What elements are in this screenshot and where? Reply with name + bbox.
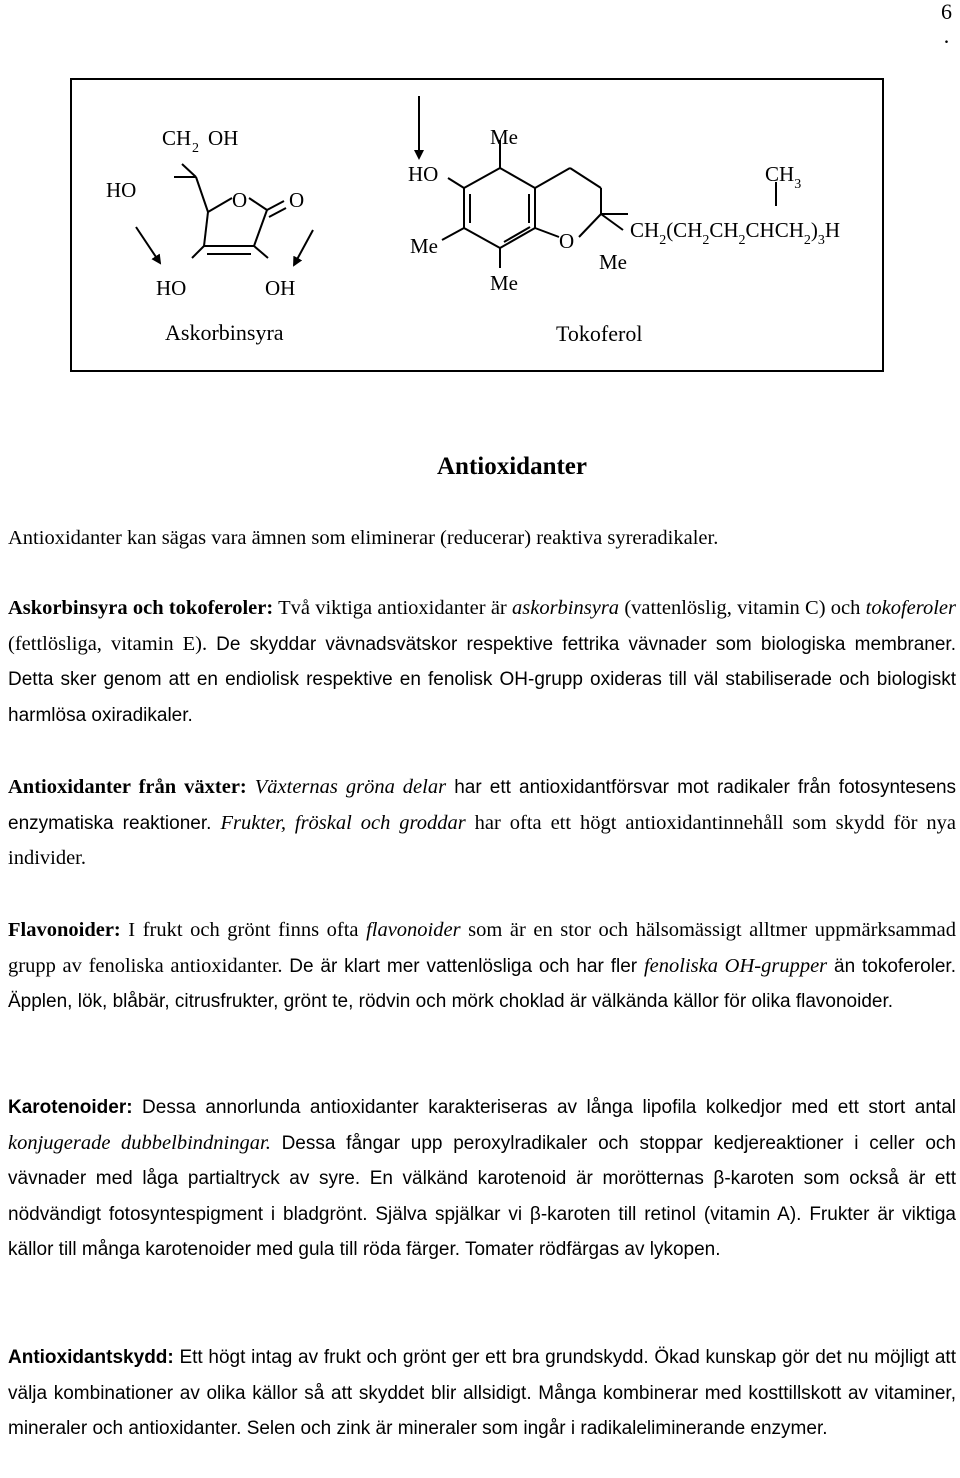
paragraph-ascorbic-italic1: askorbinsyra: [512, 597, 620, 619]
paragraph-carotenoids-sans2: Dessa fångar upp peroxylradikaler och stoppar kedjereaktioner i celler och vävnader med låga partialtryck av syre. En välkänd karotenoid är morötternas β-karoten som också är ett nödvändigt fotosyntespigment i bladgrönt. Själva spjälkar vi β-karoten till retinol (vitamin A). Frukter är viktiga källor till många karotenoider med gula till röda färger. Tomater rödfärgas av lykopen.: [8, 1132, 956, 1260]
tocopherol-ch3: [765, 162, 801, 192]
paragraph-flavonoids-italic1: flavonoider: [366, 919, 461, 941]
structure-drawing: [72, 80, 886, 374]
paragraph-carotenoids-head: Karotenoider:: [8, 1097, 133, 1118]
tocopherol-ch3-c: CH: [765, 162, 795, 186]
page-title: Antioxidanter: [437, 453, 587, 480]
paragraph-ascorbic-tocopherols: [8, 591, 956, 733]
tocopherol-chain-sub-c: 2: [738, 233, 746, 248]
paragraph-ascorbic-head: Askorbinsyra och tokoferoler:: [8, 597, 274, 619]
paragraph-protection-head: Antioxidantskydd:: [8, 1347, 174, 1368]
tocopherol-me-bottom: Me: [490, 271, 518, 295]
tocopherol-label: Tokoferol: [556, 321, 643, 346]
paragraph-flavonoids: [8, 913, 956, 1020]
ascorbic-ch2oh-oh: OH: [208, 126, 239, 150]
structure-figure: [70, 78, 884, 372]
paragraph-plants-head: Antioxidanter från växter:: [8, 776, 247, 798]
tocopherol-chain-sub-a: 2: [659, 233, 667, 248]
ascorbic-ch2oh-ch: CH: [162, 126, 192, 150]
tocopherol-structure: [419, 96, 776, 268]
ascorbic-ring-o: O: [232, 188, 248, 212]
paragraph-flavonoids-head: Flavonoider:: [8, 919, 121, 941]
paragraph-flavonoids-text1: I frukt och grönt finns ofta: [120, 919, 367, 941]
ascorbic-oh-bottom: OH: [265, 276, 296, 300]
tocopherol-me-left: Me: [410, 234, 438, 258]
tocopherol-chain-sub-d: 2: [803, 233, 811, 248]
tocopherol-side-chain: [630, 218, 840, 248]
tocopherol-chain-sub-3: 3: [817, 233, 825, 248]
paragraph-plants: [8, 770, 956, 877]
paragraph-plants-text1: har ofta ett högt antioxidantinnehåll som skydd för nya individer.: [8, 811, 956, 869]
tocopherol-ch3-sub: 3: [794, 177, 802, 192]
tocopherol-me-ring: Me: [599, 250, 627, 274]
paragraph-flavonoids-sans1: De är klart mer vattenlösliga och har fler: [289, 955, 644, 977]
paragraph-ascorbic-sans: De skyddar vävnadsvätskor respektive fettrika vävnader som biologiska membraner. Detta sker genom att en endiolisk respektive en fenolisk OH-grupp oxideras till väl stabiliserade och biologiskt harmlösa oxiradikaler.: [8, 633, 956, 726]
paragraph-intro: Antioxidanter kan sägas vara ämnen som eliminerar (reducerar) reaktiva syreradikaler.: [8, 527, 719, 549]
ascorbic-acid-structure: [136, 164, 313, 265]
paragraph-flavonoids-italic2: fenoliska OH-grupper: [643, 954, 828, 977]
ascorbic-label: Askorbinsyra: [165, 320, 284, 345]
ascorbic-ch2oh-sub: 2: [192, 141, 199, 156]
paragraph-ascorbic-italic2: tokoferoler: [865, 597, 956, 619]
paragraph-protection: [8, 1340, 956, 1447]
tocopherol-chain-b: (CH: [666, 218, 703, 242]
tocopherol-me-top: Me: [490, 125, 518, 149]
paragraph-protection-sans: Ett högt intag av frukt och grönt ger ett bra grundskydd. Ökad kunskap gör det nu möjligt att välja kombinationer av olika källor så att skyddet blir allsidigt. Många kombinerar med kosttillskott av vitaminer, mineraler och antioxidanter. Selen och zink är mineraler som ingår i radikaleliminerande enzymer.: [8, 1347, 956, 1439]
tocopherol-chain-d: CHCH: [745, 218, 804, 242]
page-number: [941, 0, 952, 48]
paragraph-plants-italic1: Växternas gröna delar: [254, 776, 447, 798]
paragraph-ascorbic-text1: Två viktiga antioxidanter är: [273, 597, 512, 619]
paragraph-flavonoids-sans2: än tokoferoler. Äpplen, lök, blåbär, citrusfrukter, grönt te, rödvin och mörk choklad är välkända källor för olika flavonoider.: [8, 955, 956, 1012]
tocopherol-ring-o: O: [559, 229, 575, 253]
paragraph-plants-sans: har ett antioxidantförsvar mot radikaler från fotosyntesens enzymatiska reaktioner.: [8, 777, 957, 834]
tocopherol-chain-sub-b: 2: [702, 233, 710, 248]
ascorbic-carbonyl-o: O: [289, 188, 305, 212]
page-number-value: 6: [941, 0, 952, 24]
paragraph-plants-italic2: Frukter, fröskal och groddar: [220, 811, 466, 834]
paragraph-ascorbic-text3: (fettlösliga, vitamin E).: [8, 632, 217, 655]
tocopherol-chain-c: CH: [709, 218, 739, 242]
paragraph-flavonoids-text2: som är en stor och hälsomässigt alltmer uppmärksammad grupp av fenoliska antioxidanter.: [8, 919, 956, 977]
paragraph-carotenoids: [8, 1090, 956, 1268]
paragraph-ascorbic-text2: (vattenlöslig, vitamin C) och: [619, 597, 866, 619]
page-number-dot: .: [943, 23, 950, 48]
tocopherol-chain-f: H: [824, 218, 841, 242]
tocopherol-ho: HO: [408, 162, 439, 186]
paragraph-carotenoids-sans1: Dessa annorlunda antioxidanter karakteriseras av långa lipofila kolkedjor med ett stort antal: [132, 1097, 956, 1118]
tocopherol-chain-a: CH: [630, 218, 660, 242]
ascorbic-ho-bottom: HO: [156, 276, 187, 300]
paragraph-carotenoids-italic1: konjugerade dubbelbindningar.: [8, 1131, 271, 1154]
ascorbic-ho-top: HO: [106, 178, 137, 202]
tocopherol-chain-e: ): [810, 218, 818, 242]
